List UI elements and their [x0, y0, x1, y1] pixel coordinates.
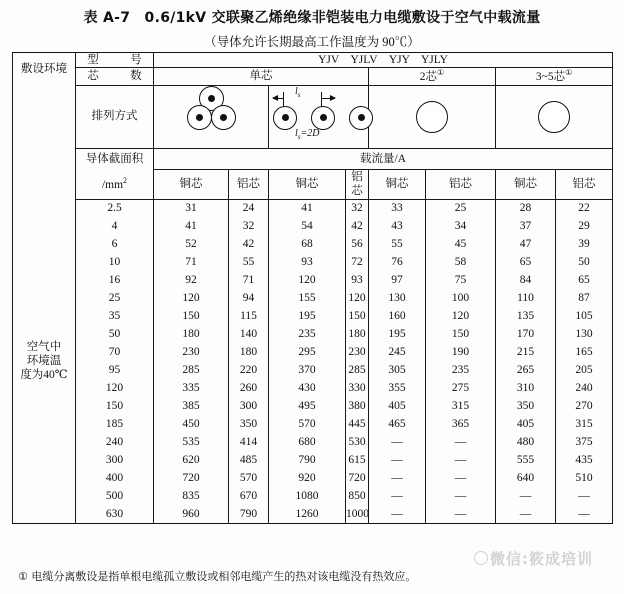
- area-unit-exponent: 2: [123, 176, 128, 186]
- cable-circle-1: [273, 106, 297, 130]
- cell-value: —: [426, 433, 496, 451]
- table-row: [13, 217, 613, 235]
- cell-value: 170: [496, 325, 556, 343]
- cell-area: 4: [76, 217, 154, 235]
- cell-value: 25: [426, 199, 496, 217]
- table-row: [13, 415, 613, 433]
- cell-value: 28: [496, 199, 556, 217]
- cell-area: 240: [76, 433, 154, 451]
- cell-value: 110: [496, 289, 556, 307]
- cell-value: 87: [556, 289, 613, 307]
- cell-value: 465: [369, 415, 426, 433]
- cell-value: 39: [556, 235, 613, 253]
- cell-value: 31: [154, 199, 229, 217]
- cell-area: 35: [76, 307, 154, 325]
- cell-area: 95: [76, 361, 154, 379]
- cell-value: 555: [496, 451, 556, 469]
- cell-value: 510: [556, 469, 613, 487]
- table-row: [13, 289, 613, 307]
- cell-value: 850: [346, 487, 369, 505]
- col-header-cu-2: 铜芯: [269, 170, 346, 200]
- spacing-equation-label: [295, 128, 320, 142]
- cell-value: 285: [154, 361, 229, 379]
- col-header-al-1: 铝芯: [229, 170, 269, 200]
- cell-value: 220: [229, 361, 269, 379]
- cell-value: 75: [426, 271, 496, 289]
- cell-value: 640: [496, 469, 556, 487]
- ls-subscript: s: [297, 90, 301, 99]
- table-row: [13, 451, 613, 469]
- col-header-cu-1: 铜芯: [154, 170, 229, 200]
- cell-value: 430: [269, 379, 346, 397]
- cell-value: 52: [154, 235, 229, 253]
- cell-value: 1000: [346, 505, 369, 523]
- header-row-ampacity: [13, 148, 613, 170]
- cell-value: 43: [369, 217, 426, 235]
- cell-area: 25: [76, 289, 154, 307]
- page-title: 表 A-7 0.6/1kV 交联聚乙烯绝缘非铠装电力电缆敷设于空气中载流量: [83, 10, 541, 26]
- cell-value: 32: [346, 199, 369, 217]
- cell-value: —: [369, 451, 426, 469]
- area-unit-cell: [76, 170, 154, 200]
- ls-symbol: l: [295, 85, 298, 97]
- cell-value: 120: [346, 289, 369, 307]
- cell-value: 41: [154, 217, 229, 235]
- wechat-icon: [474, 551, 488, 565]
- cores-label-cell: 芯 数: [76, 68, 154, 85]
- cell-area: 6: [76, 235, 154, 253]
- col-header-al-2: 铝芯: [346, 170, 369, 200]
- cell-value: —: [426, 505, 496, 523]
- cell-value: 720: [346, 469, 369, 487]
- cell-value: 275: [426, 379, 496, 397]
- cell-value: 350: [496, 397, 556, 415]
- header-row-model: [13, 53, 613, 68]
- cell-value: 180: [346, 325, 369, 343]
- cell-value: 150: [346, 307, 369, 325]
- table-row: [13, 469, 613, 487]
- cell-value: 56: [346, 235, 369, 253]
- cell-value: 160: [369, 307, 426, 325]
- cell-area: 300: [76, 451, 154, 469]
- dimension-arrow-left: [273, 98, 283, 99]
- page-subtitle: （导体允许长期最高工作温度为 90℃）: [204, 35, 420, 49]
- trefoil-diagram: [154, 86, 268, 148]
- table-row: [13, 325, 613, 343]
- cell-value: 790: [229, 505, 269, 523]
- cell-value: 335: [154, 379, 229, 397]
- table-row: [13, 379, 613, 397]
- cell-value: 130: [369, 289, 426, 307]
- cell-value: 150: [154, 307, 229, 325]
- cell-value: 22: [556, 199, 613, 217]
- cell-value: 315: [556, 415, 613, 433]
- cell-value: 180: [154, 325, 229, 343]
- cell-value: 150: [426, 325, 496, 343]
- flat-formation-diagram-cell: [269, 85, 369, 148]
- spacing-dimension-label: [295, 86, 301, 100]
- cell-value: 720: [154, 469, 229, 487]
- ls-symbol-eq: l: [295, 127, 298, 139]
- env-value-line-2: 度为40℃: [20, 369, 68, 382]
- cell-value: 240: [556, 379, 613, 397]
- cell-value: —: [369, 433, 426, 451]
- cell-value: 100: [426, 289, 496, 307]
- watermark-text: 微信:筱成培训: [490, 550, 593, 568]
- two-core-diagram: [369, 86, 495, 148]
- cores-two-footnote-mark: ①: [437, 68, 445, 78]
- header-row-material: [13, 170, 613, 200]
- cell-value: 45: [426, 235, 496, 253]
- cell-value: 24: [229, 199, 269, 217]
- cell-value: 195: [369, 325, 426, 343]
- cable-circle-bottom-right: [211, 105, 236, 130]
- cell-value: 790: [269, 451, 346, 469]
- table-row: [13, 361, 613, 379]
- cell-value: 76: [369, 253, 426, 271]
- cell-value: 42: [346, 217, 369, 235]
- cell-value: 270: [556, 397, 613, 415]
- trefoil-icon: [183, 86, 239, 136]
- ls-subscript-eq: s: [297, 132, 301, 141]
- cell-value: 47: [496, 235, 556, 253]
- cores-three-five-label: 3~5芯: [535, 71, 566, 84]
- cable-circle-bottom-left: [187, 105, 212, 130]
- cell-area: 150: [76, 397, 154, 415]
- cores-three-five-footnote-mark: ①: [565, 68, 573, 78]
- cell-value: 920: [269, 469, 346, 487]
- table-row: [13, 343, 613, 361]
- cell-value: —: [496, 487, 556, 505]
- col-header-cu-3: 铜芯: [369, 170, 426, 200]
- model-label-cell: 型 号: [76, 53, 154, 68]
- cell-value: —: [426, 469, 496, 487]
- area-unit-label: /mm: [101, 178, 124, 191]
- cores-three-five-cell: [496, 68, 613, 85]
- cell-value: 315: [426, 397, 496, 415]
- area-label-cell: 导体截面积: [76, 148, 154, 170]
- cell-value: 365: [426, 415, 496, 433]
- cell-area: 50: [76, 325, 154, 343]
- cell-area: 400: [76, 469, 154, 487]
- cell-value: 34: [426, 217, 496, 235]
- two-core-cable-circle: [416, 101, 448, 133]
- ampacity-table: [12, 52, 613, 524]
- table-row: [13, 199, 613, 217]
- cell-area: 185: [76, 415, 154, 433]
- cell-value: —: [369, 505, 426, 523]
- header-row-arrangement: [13, 85, 613, 148]
- cell-value: 485: [229, 451, 269, 469]
- flat-formation-diagram: [269, 86, 368, 148]
- cell-value: 50: [556, 253, 613, 271]
- cell-area: 120: [76, 379, 154, 397]
- cell-value: 285: [346, 361, 369, 379]
- cell-value: —: [556, 505, 613, 523]
- table-row: [13, 433, 613, 451]
- cable-circle-2: [311, 106, 335, 130]
- cell-value: 55: [229, 253, 269, 271]
- watermark: [474, 548, 593, 569]
- cell-value: 670: [229, 487, 269, 505]
- cell-value: —: [426, 487, 496, 505]
- cell-value: 615: [346, 451, 369, 469]
- cell-value: 93: [269, 253, 346, 271]
- multi-core-diagram: [496, 86, 612, 148]
- cell-value: 480: [496, 433, 556, 451]
- footnote: ① 电缆分离敷设是指单根电缆孤立敷设或相邻电缆产生的热对该电缆没有热效应。: [18, 570, 417, 583]
- ls-equation-value: =2D: [300, 127, 320, 139]
- cell-area: 500: [76, 487, 154, 505]
- cell-value: 450: [154, 415, 229, 433]
- col-header-al-4: 铝芯: [556, 170, 613, 200]
- cell-value: 260: [229, 379, 269, 397]
- arrangement-label-cell: 排列方式: [76, 85, 154, 148]
- cell-value: —: [426, 451, 496, 469]
- cell-value: 835: [154, 487, 229, 505]
- cell-value: 97: [369, 271, 426, 289]
- cell-value: 235: [269, 325, 346, 343]
- trefoil-diagram-cell: [154, 85, 269, 148]
- cell-value: 375: [556, 433, 613, 451]
- cell-area: 630: [76, 505, 154, 523]
- cell-value: 33: [369, 199, 426, 217]
- cell-value: 72: [346, 253, 369, 271]
- cell-value: 105: [556, 307, 613, 325]
- env-value-cell: [13, 199, 76, 523]
- model-value-cell: YJV YJLV YJY YJLY: [154, 53, 613, 68]
- cell-value: —: [369, 469, 426, 487]
- cell-value: 120: [154, 289, 229, 307]
- cell-value: —: [556, 487, 613, 505]
- cores-single-cell: 单芯: [154, 68, 369, 85]
- env-spacer-cell-2: [13, 148, 76, 170]
- env-spacer-cell-3: [13, 170, 76, 200]
- dimension-arrow-right: [321, 98, 335, 99]
- cell-area: 70: [76, 343, 154, 361]
- cell-value: 215: [496, 343, 556, 361]
- cell-value: 265: [496, 361, 556, 379]
- two-core-diagram-cell: [369, 85, 496, 148]
- ampacity-label-cell: 载流量/A: [154, 148, 613, 170]
- cell-value: 155: [269, 289, 346, 307]
- cell-value: 960: [154, 505, 229, 523]
- cell-value: 135: [496, 307, 556, 325]
- env-value-line-0: 空气中: [26, 340, 62, 353]
- cell-value: 93: [346, 271, 369, 289]
- cell-value: 54: [269, 217, 346, 235]
- cell-value: 71: [229, 271, 269, 289]
- cell-value: —: [369, 487, 426, 505]
- cell-value: 355: [369, 379, 426, 397]
- header-row-cores: [13, 68, 613, 85]
- multi-core-cable-circle: [538, 101, 570, 133]
- cell-value: 37: [496, 217, 556, 235]
- col-header-cu-4: 铜芯: [496, 170, 556, 200]
- cell-value: —: [496, 505, 556, 523]
- table-row: [13, 271, 613, 289]
- table-row: [13, 253, 613, 271]
- cell-value: 535: [154, 433, 229, 451]
- cell-value: 120: [269, 271, 346, 289]
- cell-value: 230: [154, 343, 229, 361]
- env-spacer-cell: [13, 85, 76, 148]
- cell-value: 310: [496, 379, 556, 397]
- cell-value: 330: [346, 379, 369, 397]
- cell-value: 305: [369, 361, 426, 379]
- cell-value: 570: [229, 469, 269, 487]
- cell-value: 370: [269, 361, 346, 379]
- cell-value: 405: [496, 415, 556, 433]
- cell-value: 165: [556, 343, 613, 361]
- env-header-cell: 敷设环境: [13, 53, 76, 86]
- cell-value: 405: [369, 397, 426, 415]
- cores-two-label: 2芯: [419, 71, 438, 84]
- table-body: [13, 199, 613, 523]
- cell-value: 620: [154, 451, 229, 469]
- cell-area: 16: [76, 271, 154, 289]
- cell-value: 84: [496, 271, 556, 289]
- table-row: [13, 487, 613, 505]
- multi-core-diagram-cell: [496, 85, 613, 148]
- cell-value: 245: [369, 343, 426, 361]
- cell-value: 295: [269, 343, 346, 361]
- cell-value: 71: [154, 253, 229, 271]
- cell-value: 435: [556, 451, 613, 469]
- cell-value: 120: [426, 307, 496, 325]
- cell-value: 180: [229, 343, 269, 361]
- cell-value: 94: [229, 289, 269, 307]
- cell-value: 495: [269, 397, 346, 415]
- cell-value: 235: [426, 361, 496, 379]
- cell-value: 68: [269, 235, 346, 253]
- cell-value: 530: [346, 433, 369, 451]
- cell-value: 385: [154, 397, 229, 415]
- cell-value: 380: [346, 397, 369, 415]
- cell-value: 29: [556, 217, 613, 235]
- cores-two-cell: [369, 68, 496, 85]
- cell-area: 2.5: [76, 199, 154, 217]
- col-header-al-3: 铝芯: [426, 170, 496, 200]
- table-row: [13, 505, 613, 523]
- table-row: [13, 307, 613, 325]
- cell-value: 115: [229, 307, 269, 325]
- cell-value: 41: [269, 199, 346, 217]
- cell-value: 230: [346, 343, 369, 361]
- cell-value: 195: [269, 307, 346, 325]
- cell-area: 10: [76, 253, 154, 271]
- cell-value: 58: [426, 253, 496, 271]
- cell-value: 205: [556, 361, 613, 379]
- table-row: [13, 235, 613, 253]
- flat-formation-icon: [269, 86, 377, 144]
- cell-value: 414: [229, 433, 269, 451]
- cell-value: 350: [229, 415, 269, 433]
- cell-value: 130: [556, 325, 613, 343]
- cell-value: 300: [229, 397, 269, 415]
- env-value-line-1: 环境温: [26, 354, 62, 367]
- cell-value: 570: [269, 415, 346, 433]
- cell-value: 42: [229, 235, 269, 253]
- cell-value: 65: [556, 271, 613, 289]
- cell-value: 32: [229, 217, 269, 235]
- cell-value: 65: [496, 253, 556, 271]
- cell-value: 1080: [269, 487, 346, 505]
- cell-value: 55: [369, 235, 426, 253]
- cell-value: 140: [229, 325, 269, 343]
- cell-value: 445: [346, 415, 369, 433]
- cell-value: 190: [426, 343, 496, 361]
- cell-value: 92: [154, 271, 229, 289]
- cell-value: 680: [269, 433, 346, 451]
- table-row: [13, 397, 613, 415]
- cell-value: 1260: [269, 505, 346, 523]
